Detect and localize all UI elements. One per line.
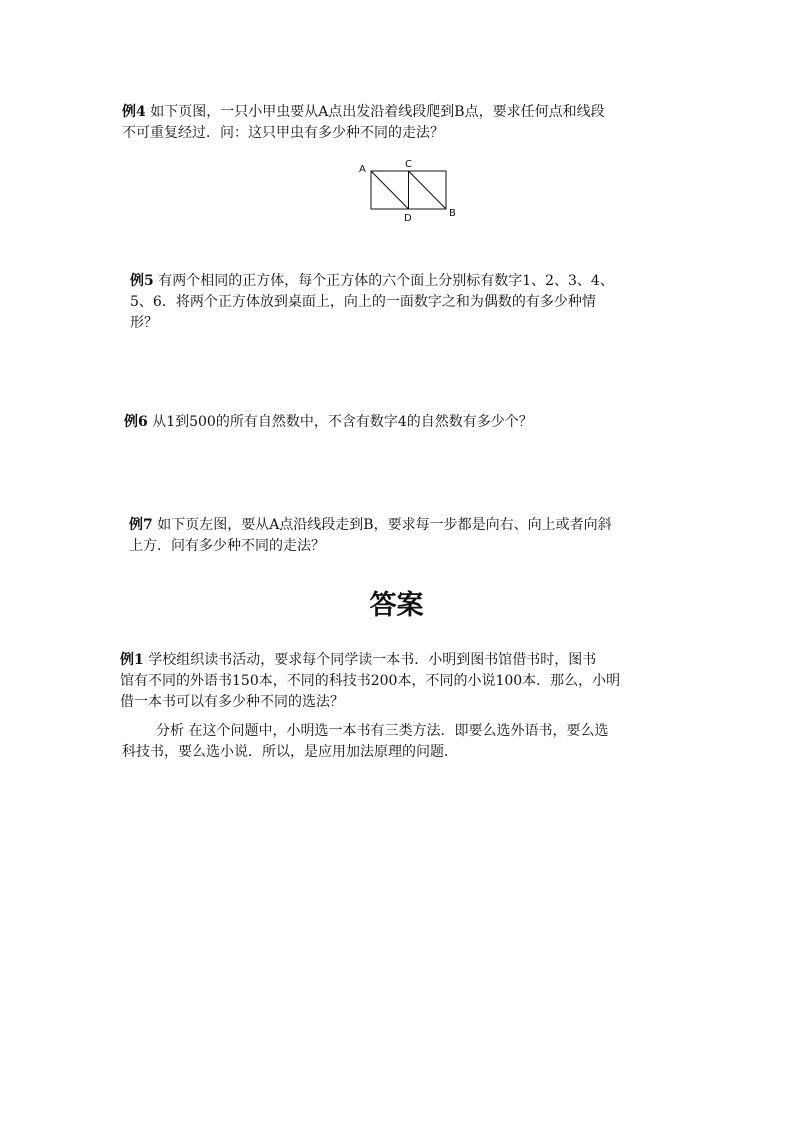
point-label-b: B (449, 208, 456, 219)
example-4-text-1: 如下页图，一只小甲虫要从A点出发沿着线段爬到B点，要求任何点和线段 (145, 104, 605, 120)
analysis-paragraph (122, 721, 682, 763)
example-1-line-1 (120, 650, 680, 671)
example-5-text-1: 有两个相同的正方体，每个正方体的六个面上分别标有数字1、2、3、4、 (153, 273, 614, 289)
example-6-label: 例6 (124, 414, 148, 430)
example-4-label: 例4 (122, 104, 146, 120)
point-label-c: C (405, 159, 412, 170)
grid-left-diagonal (371, 171, 409, 209)
example-5-text-3: 形？ (130, 315, 158, 331)
example-1-label: 例1 (120, 652, 144, 668)
analysis-text-2: 科技书，要么选小说．所以，是应用加法原理的问题． (122, 744, 458, 760)
answers-heading: 答案 (369, 590, 424, 621)
example-7 (129, 515, 689, 557)
example-7-line-1 (129, 515, 689, 536)
example-5 (130, 271, 690, 334)
point-label-a: A (359, 164, 366, 175)
example-1-text-3: 借一本书可以有多少种不同的选法？ (120, 694, 344, 710)
example-5-text-2: 5、6．将两个正方体放到桌面上，向上的一面数字之和为偶数的有多少种情 (130, 294, 596, 310)
path-grid-figure (355, 155, 465, 225)
example-7-text-1: 如下页左图，要从A点沿线段走到B，要求每一步都是向右、向上或者向斜 (152, 517, 612, 533)
example-4-text-2: 不可重复经过．问：这只甲虫有多少种不同的走法？ (122, 125, 444, 141)
example-1 (120, 650, 680, 713)
example-6-line-1 (124, 412, 684, 433)
example-5-line-1 (130, 271, 690, 292)
analysis-text-1: 分析 在这个问题中，小明选一本书有三类方法．即要么选外语书，要么选 (156, 723, 609, 739)
example-5-label: 例5 (130, 273, 154, 289)
example-6 (124, 412, 684, 433)
example-1-text-2: 馆有不同的外语书150本，不同的科技书200本，不同的小说100本．那么，小明 (120, 673, 621, 689)
example-1-text-1: 学校组织读书活动，要求每个同学读一本书．小明到图书馆借书时，图书 (143, 652, 597, 668)
example-6-text-1: 从1到500的所有自然数中，不含有数字4的自然数有多少个？ (147, 414, 533, 430)
example-7-text-2: 上方．问有多少种不同的走法？ (129, 538, 325, 554)
grid-right-diagonal (409, 171, 447, 209)
point-label-d: D (404, 213, 412, 224)
example-4 (122, 102, 682, 144)
example-7-label: 例7 (129, 517, 153, 533)
example-4-line-1 (122, 102, 682, 123)
